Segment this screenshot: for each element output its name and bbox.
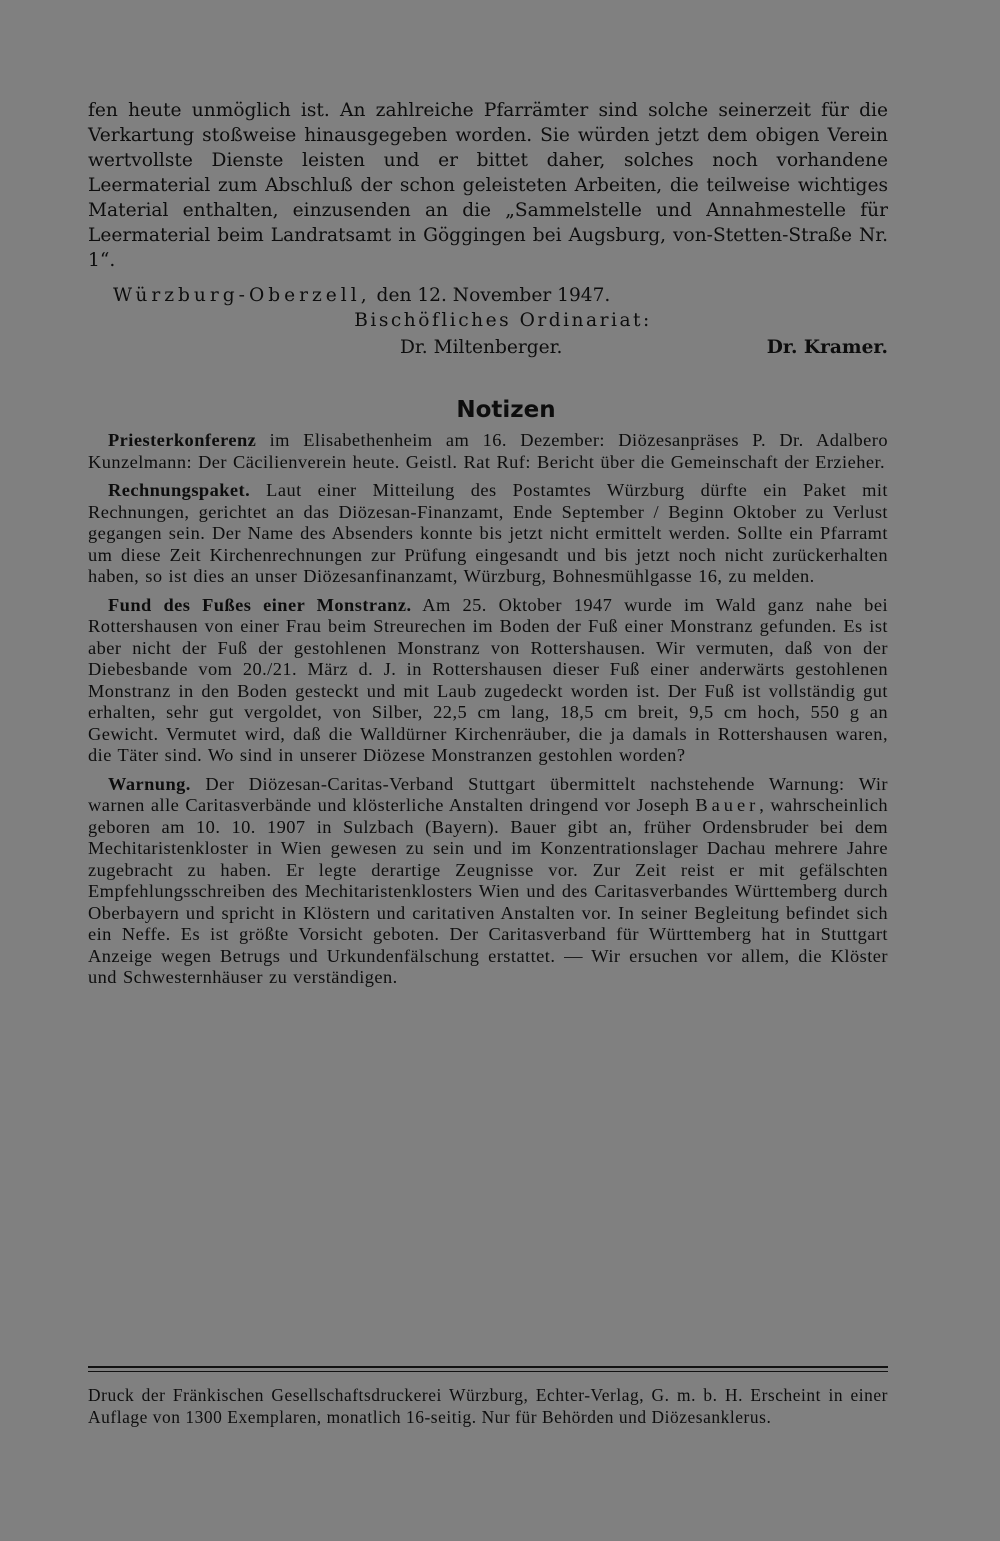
notice-title: Priesterkonferenz (108, 430, 257, 450)
notice-body: Am 25. Oktober 1947 wurde im Wald ganz nahe bei Rottershausen von einer Frau beim Streurechen im Boden der Fuß einer Monstranz gefunden. Es ist aber nicht der Fuß der gestohlenen Monstranz von Rottershausen. Wir vermuten, daß von der Diebesbande vom 20./21. März d. J. in Rottershausen dieser Fuß einer anderwärts gestohlenen Monstranz in den Boden gesteckt und mit Laub zugedeckt worden ist. Der Fuß ist vollständig gut erhalten, sehr gut vergoldet, von Silber, 22,5 cm lang, 18,5 cm breit, 9,5 cm hoch, 550 g an Gewicht. Vermutet wird, daß die Walldürner Kirchenräuber, die ja damals in Rottershausen waren, die Täter sind. Wo sind in unserer Diözese Monstranzen gestohlen worden? (88, 594, 889, 765)
issuing-office: Bischöfliches Ordinariat: (354, 310, 652, 331)
notice-monstranz (88, 595, 888, 767)
place-name: Würzburg-Oberzell, (113, 285, 371, 306)
notice-title: Rechnungspaket. (108, 480, 251, 500)
document-page (88, 98, 888, 996)
imprint-text: Druck der Fränkischen Gesellschaftsdruckerei Würzburg, Echter-Verlag, G. m. b. H. Erscheint in einer Auflage von 1300 Exemplaren, monatlich 16-seitig. Nur für Behörden und Diözesanklerus. (88, 1385, 888, 1427)
signoff-block (88, 283, 888, 360)
signer-miltenberger: Dr. Miltenberger. (400, 337, 563, 358)
imprint-footer (88, 1366, 888, 1428)
notice-body: im Elisabethenheim am 16. Dezember: Diözesanpräses P. Dr. Adalbero Kunzelmann: Der Cäcilienverein heute. Geistl. Rat Ruf: Bericht über die Gemeinschaft der Erzieher. (88, 430, 888, 472)
signatories (88, 335, 888, 360)
signoff-date: den 12. November 1947. (370, 285, 611, 306)
spaced-surname: Bauer (695, 795, 760, 815)
signer-kramer: Dr. Kramer. (766, 337, 888, 358)
notice-body-part: Der Diözesan-Caritas-Verband Stuttgart übermittelt nachstehende Warnung: Wir warnen alle Caritasverbände und klösterliche Anstalten dringend vor Joseph (88, 773, 888, 815)
notice-warnung (88, 774, 888, 989)
footer-rule (88, 1366, 888, 1372)
intro-paragraph: fen heute unmöglich ist. An zahlreiche Pfarrämter sind solche seinerzeit für die Verkartung stoßweise hinausgegeben worden. Sie würden jetzt dem obigen Verein wertvollste Dienste leisten und er bittet daher, solches noch vorhandene Leermaterial zum Abschluß der schon geleisteten Arbeiten, die teilweise wichtiges Material enthalten, einzusenden an die „Sammelstelle und Annahmestelle für Leermaterial beim Landratsamt in Göggingen bei Augsburg, von-Stetten-Straße Nr. 1“. (88, 100, 888, 271)
notice-priesterkonferenz (88, 430, 888, 473)
notice-body: Laut einer Mitteilung des Postamtes Würzburg dürfte ein Paket mit Rechnungen, gerichtet an das Diözesan-Finanzamt, Ende September / Beginn Oktober zu Verlust gegangen sein. Der Name des Absenders konnte bis jetzt nicht ermittelt werden. Sollte ein Pfarramt um diese Zeit Kirchenrechnungen zur Prüfung eingesandt und bis jetzt noch nicht zurückerhalten haben, so ist dies an unser Diözesanfinanzamt, Würzburg, Bohnesmühlgasse 16, zu melden. (88, 480, 888, 586)
notice-body-part: , wahrscheinlich geboren am 10. 10. 1907 in Sulzbach (Bayern). Bauer gibt an, früher Ordensbruder bei dem Mechitaristenkloster in Wien gewesen zu sein und im Konzentrationslager Dachau mehrere Jahre zugebracht zu haben. Er legte derartige Zeugnisse vor. Zur Zeit reist er mit gefälschten Empfehlungsschreiben des Mechitaristenklosters Wien und des Caritasverbandes Württemberg durch Oberbayern und spricht in Klöstern und caritativen Anstalten vor. In seiner Begleitung befindet sich ein Neffe. Es ist größte Vorsicht geboten. Der Caritasverband für Württemberg hat in Stuttgart Anzeige wegen Betrugs und Urkundenfälschung erstattet. — Wir ersuchen vor allem, die Klöster und Schwesternhäuser zu verständigen. (88, 795, 889, 987)
notice-title: Warnung. (108, 773, 191, 794)
place-date-line (88, 283, 888, 308)
notizen-heading: Notizen (456, 397, 556, 423)
notice-title: Fund des Fußes einer Monstranz. (108, 594, 412, 615)
notice-rechnungspaket (88, 480, 888, 588)
